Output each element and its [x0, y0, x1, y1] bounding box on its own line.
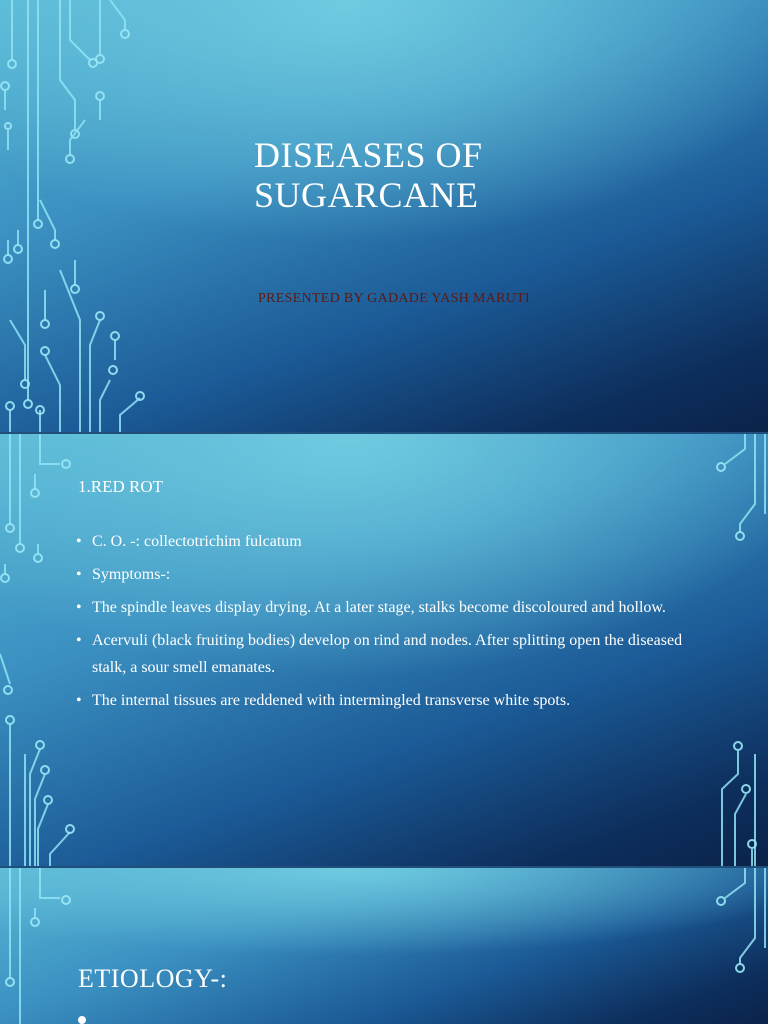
bullet-text: Acervuli (black fruiting bodies) develop on rind and nodes. After splitting open the diseased stalk, a sour smell emanates. — [92, 632, 683, 676]
title-line-1: DISEASES OF — [254, 135, 483, 175]
slide-1 — [0, 0, 768, 432]
bullet-icon: • — [76, 599, 82, 616]
presenter-subtitle: PRESENTED BY GADADE YASH MARUTI — [258, 291, 530, 306]
title-line-2: SUGARCANE — [254, 175, 479, 215]
red-rot-bullet-list — [76, 528, 696, 720]
slide-3 — [0, 868, 768, 1024]
bullet-text: The internal tissues are reddened with intermingled transverse white spots. — [92, 692, 571, 709]
bullet-icon: • — [76, 566, 82, 583]
bullet-icon: • — [76, 533, 82, 550]
list-item — [76, 594, 696, 621]
bullet-text: The spindle leaves display drying. At a later stage, stalks become discoloured and hollow. — [92, 599, 666, 616]
list-item — [76, 528, 696, 555]
bullet-icon — [78, 1016, 86, 1024]
slide-2 — [0, 434, 768, 866]
presentation-title — [254, 135, 483, 215]
list-item — [76, 561, 696, 588]
circuit-decoration — [0, 0, 160, 432]
list-item — [76, 687, 696, 714]
bullet-icon: • — [76, 692, 82, 709]
section-heading-red-rot: 1.RED ROT — [78, 477, 163, 496]
section-heading-etiology: ETIOLOGY-: — [78, 964, 228, 993]
circuit-decoration — [0, 868, 768, 1024]
bullet-text: Symptoms-: — [92, 566, 171, 583]
bullet-text: C. O. -: collectotrichim fulcatum — [92, 533, 302, 550]
list-item — [76, 627, 696, 681]
bullet-icon: • — [76, 632, 82, 649]
